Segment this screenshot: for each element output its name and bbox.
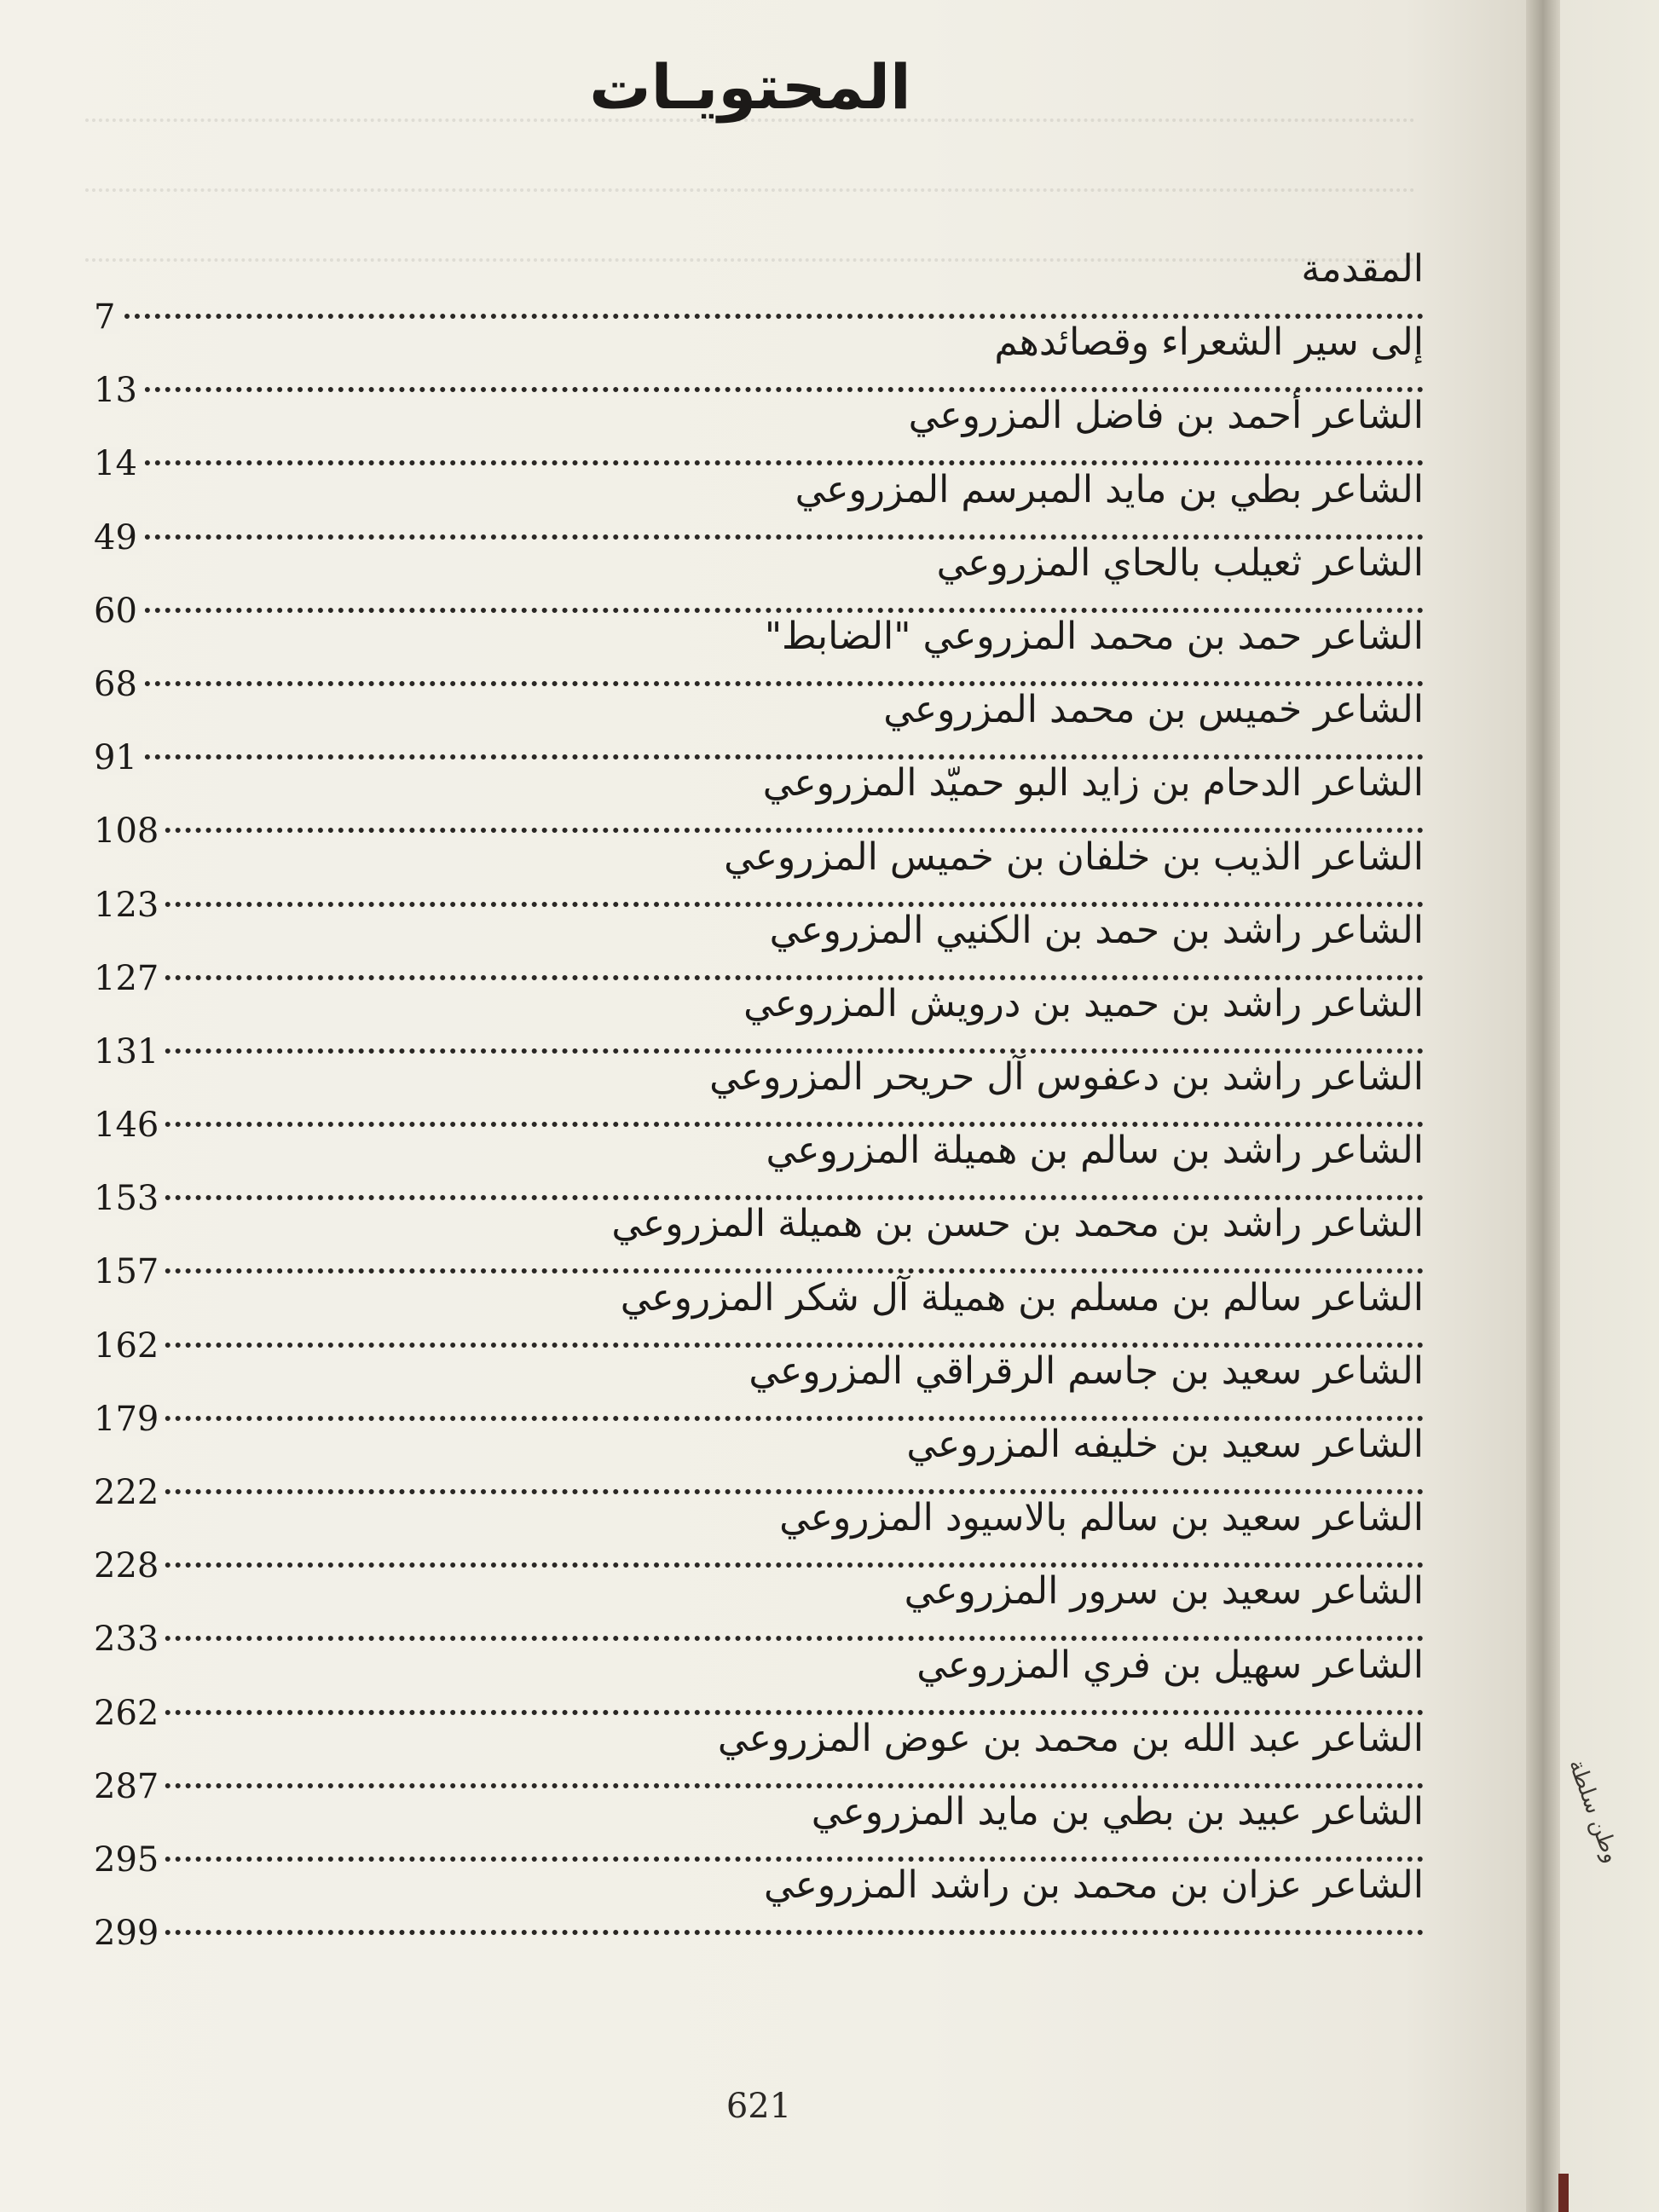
dot-leader bbox=[124, 975, 1424, 980]
toc-entry-title: الشاعر سهيل بن فري المزروعي bbox=[916, 1643, 1424, 1687]
toc-entry-page: 14 bbox=[94, 447, 142, 481]
dot-leader bbox=[124, 1122, 1424, 1127]
dot-leader bbox=[124, 1416, 1424, 1421]
toc-entry-title: الشاعر راشد بن حميد بن درويش المزروعي bbox=[743, 981, 1424, 1025]
dot-leader bbox=[124, 754, 1424, 759]
toc-entry-page: 295 bbox=[94, 1843, 164, 1877]
toc-entry bbox=[94, 1863, 1424, 1961]
toc-entry-page: 13 bbox=[94, 373, 142, 407]
toc-entry-title: الشاعر عبيد بن بطي بن مايد المزروعي bbox=[811, 1789, 1424, 1834]
toc-entry-page: 228 bbox=[94, 1549, 164, 1583]
toc-entry-page: 68 bbox=[94, 667, 142, 702]
dot-leader bbox=[124, 1268, 1424, 1273]
dot-leader bbox=[124, 902, 1424, 907]
book-binding bbox=[1526, 0, 1560, 2212]
dot-leader bbox=[124, 387, 1424, 392]
toc-entry-page: 157 bbox=[94, 1255, 164, 1289]
toc-entry-title: الشاعر سعيد بن جاسم الرقراقي المزروعي bbox=[749, 1349, 1424, 1393]
toc-entry-page: 131 bbox=[94, 1035, 164, 1069]
toc-entry-title: الشاعر الذيب بن خلفان بن خميس المزروعي bbox=[724, 835, 1424, 879]
dot-leader bbox=[124, 1195, 1424, 1200]
toc-entry-title: الشاعر عبد الله بن محمد بن عوض المزروعي bbox=[717, 1716, 1424, 1760]
toc-entry-page: 127 bbox=[94, 962, 164, 996]
toc-entry-title: الشاعر الدحام بن زايد البو حميّد المزروعي bbox=[762, 761, 1424, 806]
ribbon-marker bbox=[1558, 2174, 1569, 2212]
dot-leader bbox=[124, 1636, 1424, 1641]
toc-entry-page: 179 bbox=[94, 1402, 164, 1436]
dot-leader bbox=[124, 1783, 1424, 1788]
facing-page-edge bbox=[1560, 0, 1659, 2212]
toc-entry-page: 108 bbox=[94, 814, 164, 848]
toc-entry-page: 299 bbox=[94, 1916, 164, 1950]
toc-entry-title: الشاعر راشد بن محمد بن حسن بن هميلة المزروعي bbox=[611, 1202, 1424, 1246]
dot-leader bbox=[124, 681, 1424, 686]
dot-leader bbox=[124, 1343, 1424, 1348]
toc-entry-title: الشاعر عزان بن محمد بن راشد المزروعي bbox=[764, 1863, 1424, 1908]
toc-entry-title: إلى سير الشعراء وقصائدهم bbox=[994, 321, 1424, 365]
toc-entry-title: الشاعر راشد بن حمد بن الكنيي المزروعي bbox=[769, 908, 1424, 952]
toc-entry-page: 153 bbox=[94, 1181, 164, 1216]
toc-entry-title: الشاعر بطي بن مايد المبرسم المزروعي bbox=[795, 467, 1424, 511]
toc-entry-title: الشاعر راشد بن سالم بن هميلة المزروعي bbox=[766, 1129, 1424, 1173]
table-of-contents bbox=[94, 247, 1424, 1961]
dot-leader bbox=[124, 1930, 1424, 1935]
dot-leader bbox=[124, 534, 1424, 540]
toc-entry-page: 162 bbox=[94, 1329, 164, 1363]
toc-entry-page: 91 bbox=[94, 741, 142, 775]
toc-entry-page: 262 bbox=[94, 1696, 164, 1730]
toc-entry-title: الشاعر راشد بن دعفوس آل حريحر المزروعي bbox=[709, 1055, 1424, 1100]
dot-leader bbox=[124, 1048, 1424, 1054]
toc-entry-page: 146 bbox=[94, 1108, 164, 1142]
toc-entry-title: الشاعر سالم بن مسلم بن هميلة آل شكر المزروعي bbox=[620, 1275, 1424, 1320]
toc-entry-page: 7 bbox=[94, 300, 120, 334]
toc-entry-title: الشاعر ثعيلب بالحاي المزروعي bbox=[936, 540, 1424, 585]
dot-leader bbox=[124, 828, 1424, 833]
toc-entry-title: الشاعر خميس بن محمد المزروعي bbox=[883, 688, 1424, 732]
toc-entry-page: 233 bbox=[94, 1622, 164, 1656]
page-title: المحتويـات bbox=[589, 51, 911, 123]
facing-page-text: وطن سلطة bbox=[1563, 1756, 1625, 1867]
dot-leader bbox=[124, 1489, 1424, 1494]
dot-leader bbox=[124, 1562, 1424, 1568]
toc-entry-page: 222 bbox=[94, 1476, 164, 1510]
toc-entry-page: 287 bbox=[94, 1770, 164, 1804]
dot-leader bbox=[124, 608, 1424, 613]
dot-leader bbox=[124, 314, 1424, 319]
page-number: 621 bbox=[725, 2087, 792, 2126]
toc-entry-title: الشاعر سعيد بن سالم بالاسيود المزروعي bbox=[779, 1496, 1424, 1540]
toc-entry-title: الشاعر أحمد بن فاضل المزروعي bbox=[908, 394, 1424, 438]
dot-leader bbox=[124, 1857, 1424, 1862]
toc-entry-title: الشاعر سعيد بن خليفه المزروعي bbox=[906, 1423, 1424, 1466]
toc-entry-page: 49 bbox=[94, 521, 142, 555]
dot-leader bbox=[124, 460, 1424, 465]
toc-entry-title: الشاعر حمد بن محمد المزروعي "الضابط" bbox=[764, 614, 1424, 658]
toc-entry-title: المقدمة bbox=[1301, 247, 1424, 291]
toc-entry-page: 60 bbox=[94, 594, 142, 628]
toc-entry-title: الشاعر سعيد بن سرور المزروعي bbox=[904, 1569, 1424, 1614]
dot-leader bbox=[124, 1710, 1424, 1715]
toc-entry-page: 123 bbox=[94, 888, 164, 922]
